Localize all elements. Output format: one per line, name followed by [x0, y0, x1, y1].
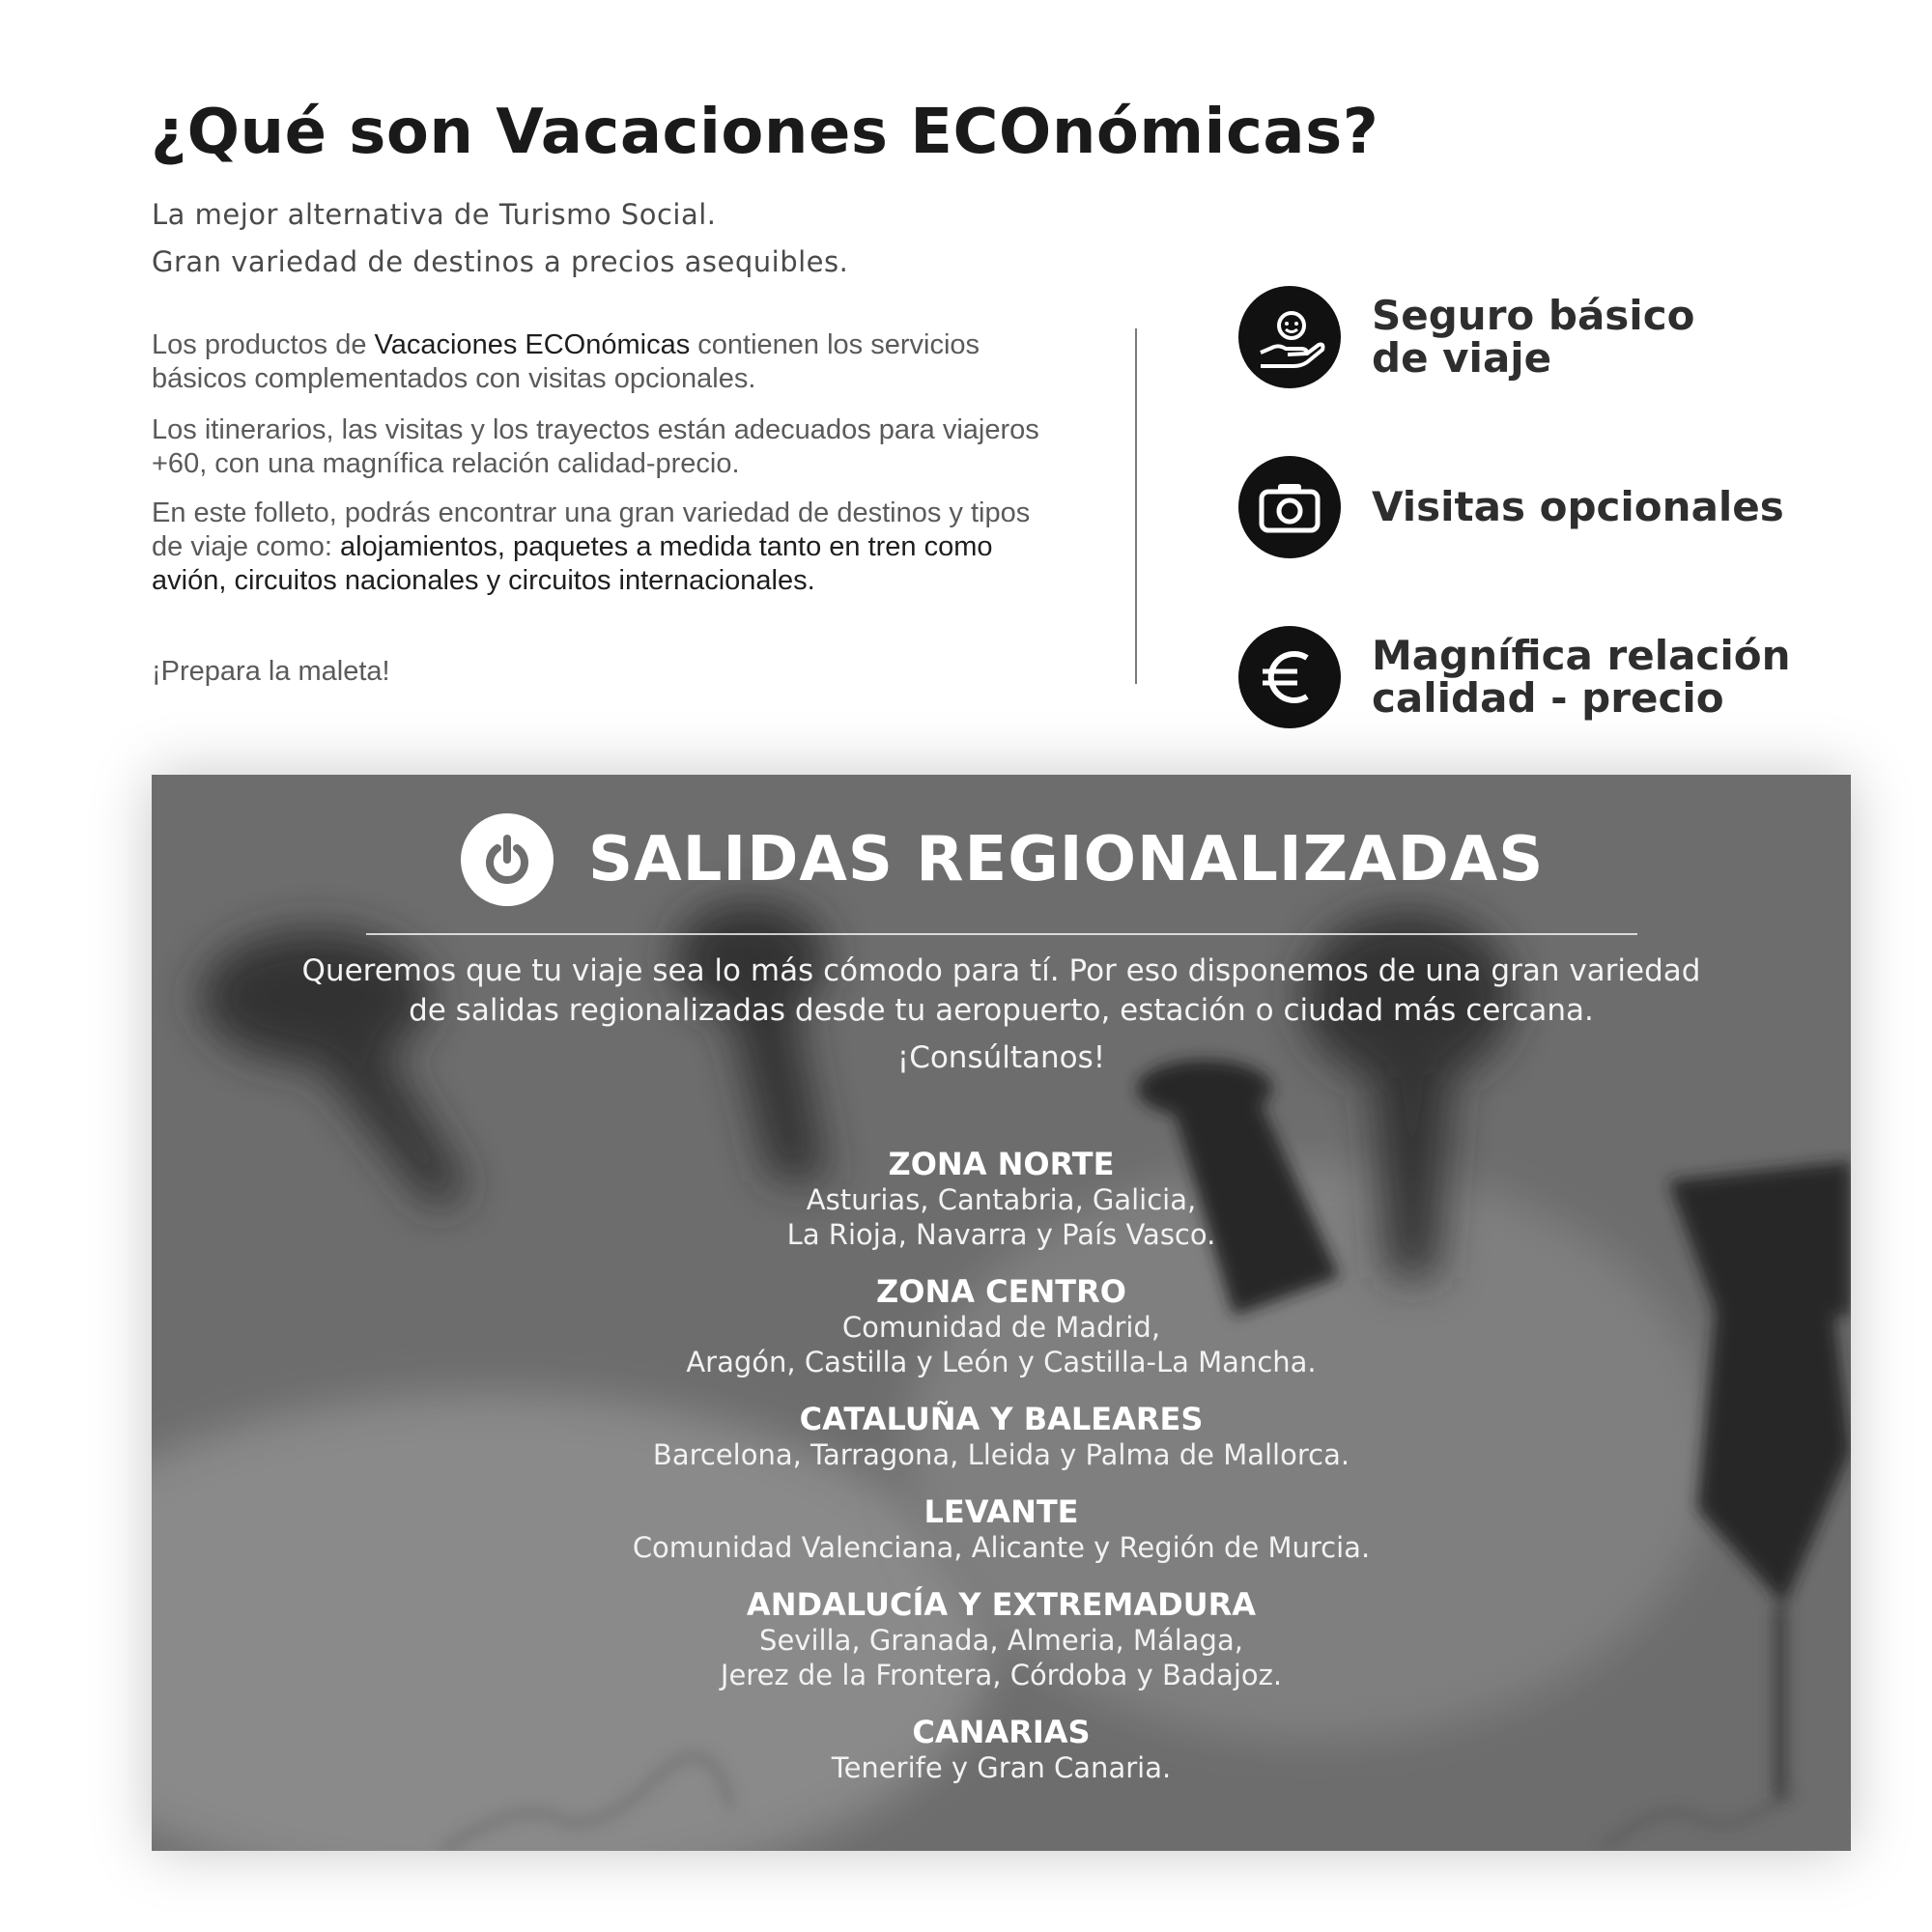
- feature-visits: [1238, 456, 1784, 558]
- zone-name: ANDALUCÍA Y EXTREMADURA: [746, 1586, 1257, 1623]
- regional-header: [461, 811, 1544, 908]
- zone-name: ZONA CENTRO: [876, 1273, 1126, 1310]
- feature-visits-line-1: Visitas opcionales: [1372, 483, 1784, 530]
- zone-line: Tenerife y Gran Canaria.: [831, 1751, 1172, 1784]
- intro-line-1: La mejor alternativa de Turismo Social.: [152, 198, 717, 231]
- p1-text-a: Los productos de: [152, 329, 375, 360]
- zone-andalucia-extremadura: [152, 1586, 1851, 1692]
- zone-name: LEVANTE: [923, 1493, 1079, 1530]
- feature-visits-label: [1372, 483, 1784, 530]
- p3-text-a: En este folleto, podrás encontrar una gran variedad de destinos y tipos de viaje como:: [152, 497, 1031, 562]
- zone-line: Aragón, Castilla y León y Castilla-La Mancha.: [686, 1346, 1317, 1378]
- feature-value: [1238, 626, 1790, 728]
- zone-norte: [152, 1146, 1851, 1252]
- p1-text-c: contienen los servicios básicos complementados con visitas opcionales.: [152, 329, 980, 394]
- page-title: ¿Qué son Vacaciones ECOnómicas?: [151, 97, 1379, 168]
- feature-value-line-1: Magnífica relación: [1372, 632, 1791, 679]
- zone-line: La Rioja, Navarra y País Vasco.: [786, 1218, 1216, 1251]
- zone-centro: [152, 1273, 1851, 1379]
- regional-intro-line-2: de salidas regionalizadas desde tu aeropuerto, estación o ciudad más cercana.: [409, 993, 1594, 1028]
- paragraph-products: [152, 328, 1060, 396]
- paragraph-closing: ¡Prepara la maleta!: [152, 656, 390, 687]
- regional-departures-panel: [152, 775, 1851, 1851]
- regional-cta: ¡Consúltanos!: [896, 1040, 1106, 1075]
- zone-cataluna-baleares: [152, 1401, 1851, 1472]
- insurance-hand-icon: [1238, 286, 1341, 388]
- zone-line: Jerez de la Frontera, Córdoba y Badajoz.: [720, 1659, 1283, 1691]
- zone-line: Comunidad Valenciana, Alicante y Región de Murcia.: [632, 1531, 1371, 1564]
- feature-value-label: [1372, 632, 1791, 722]
- zone-line: Sevilla, Granada, Almeria, Málaga,: [759, 1624, 1243, 1657]
- paragraph-brochure: [152, 497, 1060, 598]
- zone-canarias: [152, 1714, 1851, 1785]
- zone-name: ZONA NORTE: [888, 1146, 1115, 1182]
- zone-line: Barcelona, Tarragona, Lleida y Palma de Mallorca.: [652, 1438, 1350, 1471]
- feature-insurance-line-1: Seguro básico: [1372, 292, 1695, 339]
- zone-levante: [152, 1493, 1851, 1565]
- regional-intro-line-1: Queremos que tu viaje sea lo más cómodo para tí. Por eso disponemos de una gran variedad: [301, 953, 1701, 988]
- camera-icon: [1238, 456, 1341, 558]
- euro-icon: [1238, 626, 1341, 728]
- p3-highlight: alojamientos, paquetes a medida tanto en tren como avión, circuitos nacionales y circuitos internacionales.: [152, 531, 993, 596]
- zone-name: CANARIAS: [912, 1714, 1091, 1750]
- zone-line: Asturias, Cantabria, Galicia,: [806, 1183, 1197, 1216]
- p1-brand: Vacaciones ECOnómicas: [374, 329, 691, 360]
- power-icon: [461, 813, 554, 906]
- paragraph-itineraries: Los itinerarios, las visitas y los trayectos están adecuados para viajeros +60, con una magnífica relación calidad-precio.: [152, 414, 1039, 479]
- vertical-divider: [1135, 328, 1137, 684]
- feature-insurance-line-2: de viaje: [1372, 334, 1552, 382]
- zone-name: CATALUÑA Y BALEARES: [799, 1401, 1204, 1437]
- feature-value-line-2: calidad - precio: [1372, 674, 1724, 722]
- intro-line-2: Gran variedad de destinos a precios asequibles.: [152, 245, 849, 278]
- zones-list: [152, 1146, 1851, 1806]
- feature-insurance-label: [1372, 292, 1695, 382]
- feature-insurance: [1238, 286, 1694, 388]
- regional-divider: [366, 933, 1637, 935]
- regional-title: SALIDAS REGIONALIZADAS: [588, 824, 1545, 895]
- zone-line: Comunidad de Madrid,: [841, 1311, 1161, 1344]
